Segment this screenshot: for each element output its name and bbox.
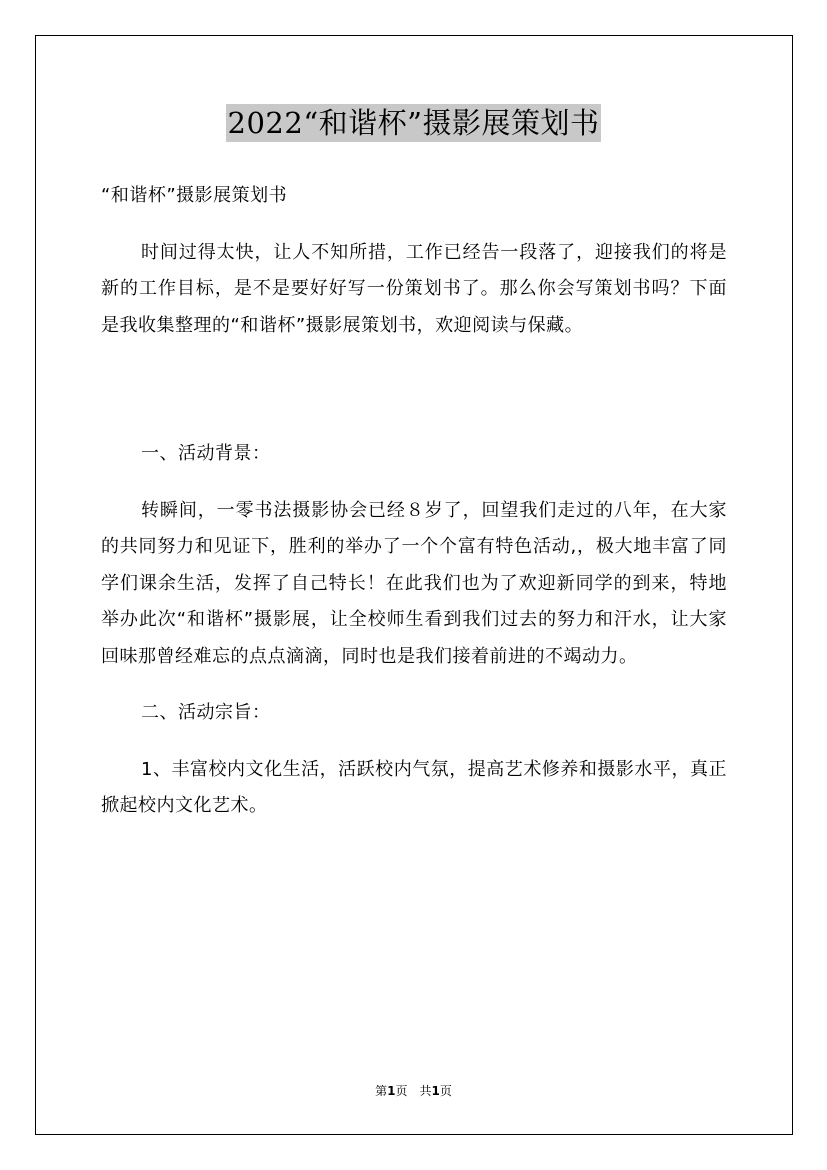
document-subtitle: “和谐杯”摄影展策划书 bbox=[101, 185, 288, 206]
document-body bbox=[101, 178, 727, 825]
section2-heading: 二、活动宗旨： bbox=[141, 702, 271, 723]
page-current: 1 bbox=[387, 1084, 396, 1098]
page-total: 1 bbox=[431, 1084, 440, 1098]
title-container bbox=[0, 104, 827, 142]
intro-paragraph: 时间过得太快，让人不知所措，工作已经告一段落了，迎接我们的将是新的工作目标，是不是要好好写一份策划书了。那么你会写策划书吗？下面是我收集整理的“和谐杯”摄影展策划书，欢迎阅读与保藏。 bbox=[101, 241, 727, 336]
page-mid: 页 共 bbox=[395, 1084, 432, 1098]
section1-body: 转瞬间，一零书法摄影协会已经８岁了，回望我们走过的八年，在大家的共同努力和见证下，胜利的举办了一个个富有特色活动,，极大地丰富了同学们课余生活，发挥了自己特长！在此我们也为了欢迎新同学的到来，特地举办此次“和谐杯”摄影展，让全校师生看到我们过去的努力和汗水，让大家回味那曾经难忘的点点滴滴，同时也是我们接着前进的不竭动力。 bbox=[101, 499, 727, 667]
page-prefix: 第 bbox=[375, 1084, 388, 1098]
section2-item1: 1、丰富校内文化生活，活跃校内气氛，提高艺术修养和摄影水平，真正掀起校内文化艺术。 bbox=[101, 758, 727, 816]
document-title: 2022“和谐杯”摄影展策划书 bbox=[227, 106, 600, 140]
blank-space bbox=[101, 344, 727, 436]
section1-heading: 一、活动背景： bbox=[141, 443, 271, 464]
page-footer bbox=[0, 1083, 827, 1099]
page-suffix: 页 bbox=[439, 1084, 452, 1098]
